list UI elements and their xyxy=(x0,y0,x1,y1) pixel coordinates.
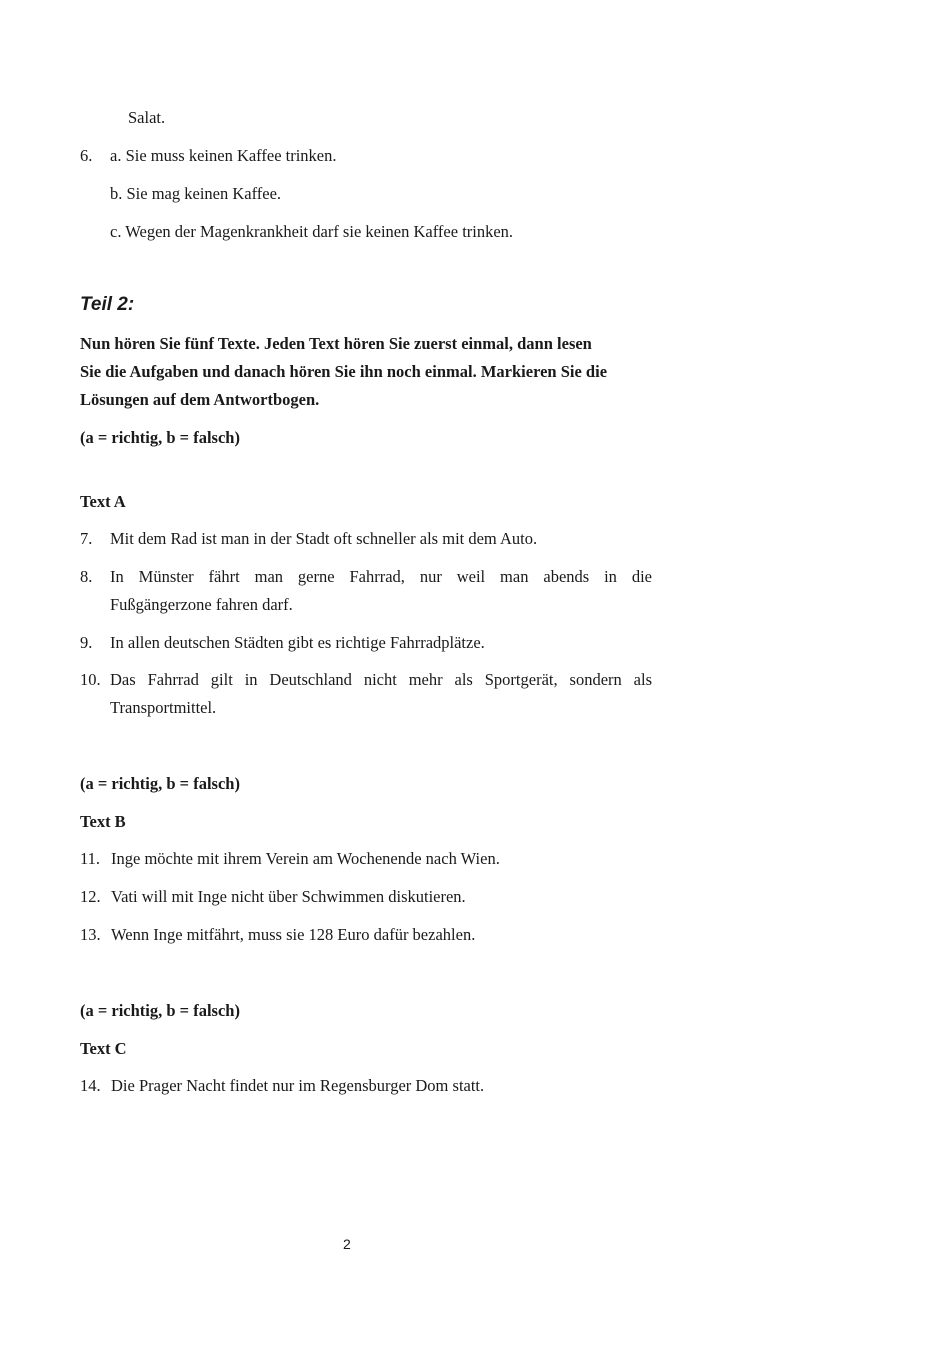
question-10-number: 10. xyxy=(80,670,101,689)
question-6-option-b: b. Sie mag keinen Kaffee. xyxy=(110,184,282,203)
question-14-number: 14. xyxy=(80,1076,101,1095)
question-13-number: 13. xyxy=(80,925,101,944)
question-8-number: 8. xyxy=(80,567,93,586)
question-7-number: 7. xyxy=(80,529,93,548)
answer-key-text-a: (a = richtig, b = falsch) xyxy=(80,428,240,447)
question-8-text-line-1: In Münster fährt man gerne Fahrrad, nur weil man abends in die xyxy=(110,567,652,586)
question-11-text: Inge möchte mit ihrem Verein am Wochenende nach Wien. xyxy=(111,849,500,868)
question-7-text: Mit dem Rad ist man in der Stadt oft schneller als mit dem Auto. xyxy=(110,529,538,548)
question-13-text: Wenn Inge mitfährt, muss sie 128 Euro dafür bezahlen. xyxy=(111,925,476,944)
continuation-text: Salat. xyxy=(128,108,166,127)
question-10-text-line-2: Transportmittel. xyxy=(110,698,217,717)
text-b-title: Text B xyxy=(80,812,126,831)
question-9-text: In allen deutschen Städten gibt es richtige Fahrradplätze. xyxy=(110,633,485,652)
question-6-option-a: a. Sie muss keinen Kaffee trinken. xyxy=(110,146,337,165)
instructions-line-1 xyxy=(80,330,652,358)
instructions-line-1-text: Nun hören Sie fünf Texte. Jeden Text hören Sie zuerst einmal, dann lesen xyxy=(80,334,592,353)
instructions-line-3: Lösungen auf dem Antwortbogen. xyxy=(80,390,320,409)
section-heading-teil-2: Teil 2: xyxy=(80,294,135,315)
question-14-text: Die Prager Nacht findet nur im Regensburger Dom statt. xyxy=(111,1076,485,1095)
question-6-option-c: c. Wegen der Magenkrankheit darf sie keinen Kaffee trinken. xyxy=(110,222,514,241)
instructions-line-2: Sie die Aufgaben und danach hören Sie ihn noch einmal. Markieren Sie die xyxy=(80,362,608,381)
question-12-number: 12. xyxy=(80,887,101,906)
question-9-number: 9. xyxy=(80,633,93,652)
question-10-text-line-1: Das Fahrrad gilt in Deutschland nicht mehr als Sportgerät, sondern als xyxy=(110,670,652,689)
text-a-title: Text A xyxy=(80,492,126,511)
page-number: 2 xyxy=(343,1236,351,1252)
text-c-title: Text C xyxy=(80,1039,127,1058)
answer-key-text-c: (a = richtig, b = falsch) xyxy=(80,1001,240,1020)
question-11-number: 11. xyxy=(80,849,101,868)
question-12-text: Vati will mit Inge nicht über Schwimmen diskutieren. xyxy=(111,887,466,906)
question-6-number: 6. xyxy=(80,146,93,165)
question-8-text-line-2: Fußgängerzone fahren darf. xyxy=(110,595,293,614)
answer-key-text-b: (a = richtig, b = falsch) xyxy=(80,774,240,793)
